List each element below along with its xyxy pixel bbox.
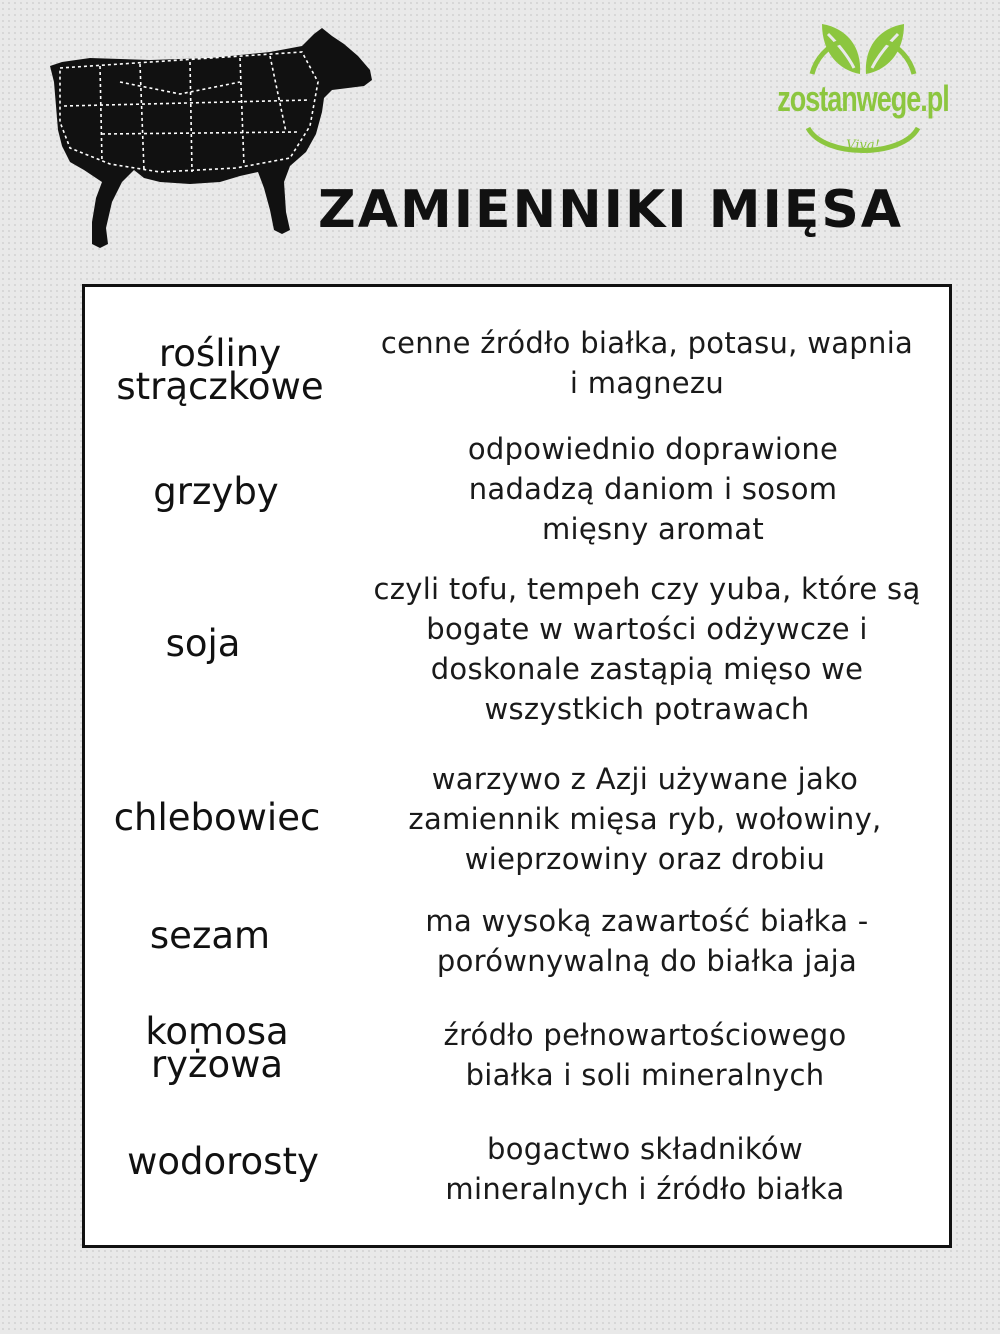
item-name: wodorosty bbox=[127, 1140, 319, 1183]
brand-tagline: Viva! bbox=[846, 138, 880, 153]
item-name: grzyby bbox=[153, 470, 279, 513]
item-name: rośliny strączkowe bbox=[116, 332, 324, 408]
item-description: czyli tofu, tempeh czy yuba, które są bogate w wartości odżywcze i doskonale zastąpią mięso we wszystkich potrawach bbox=[373, 572, 921, 726]
item-description: cenne źródło białka, potasu, wapnia i magnezu bbox=[380, 326, 914, 400]
item-description: bogactwo składników mineralnych i źródło białka bbox=[445, 1132, 845, 1206]
item-name: soja bbox=[165, 622, 241, 665]
item-name: chlebowiec bbox=[113, 796, 321, 839]
item-description: źródło pełnowartościowego białka i soli mineralnych bbox=[443, 1018, 847, 1092]
item-description: odpowiednio doprawione nadadzą daniom i sosom mięsny aromat bbox=[467, 432, 839, 546]
item-name: komosa ryżowa bbox=[145, 1010, 289, 1086]
item-description: ma wysoką zawartość białka - porównywalną do białka jaja bbox=[425, 904, 869, 978]
brand-logo[interactable] bbox=[768, 16, 958, 161]
item-description: warzywo z Azji używane jako zamiennik mięsa ryb, wołowiny, wieprzowiny oraz drobiu bbox=[408, 762, 882, 876]
page-title: ZAMIENNIKI MIĘSA bbox=[318, 180, 904, 240]
item-name: sezam bbox=[149, 914, 271, 957]
substitutes-card bbox=[82, 284, 952, 1248]
brand-name: zostanwege.pl bbox=[777, 78, 949, 120]
